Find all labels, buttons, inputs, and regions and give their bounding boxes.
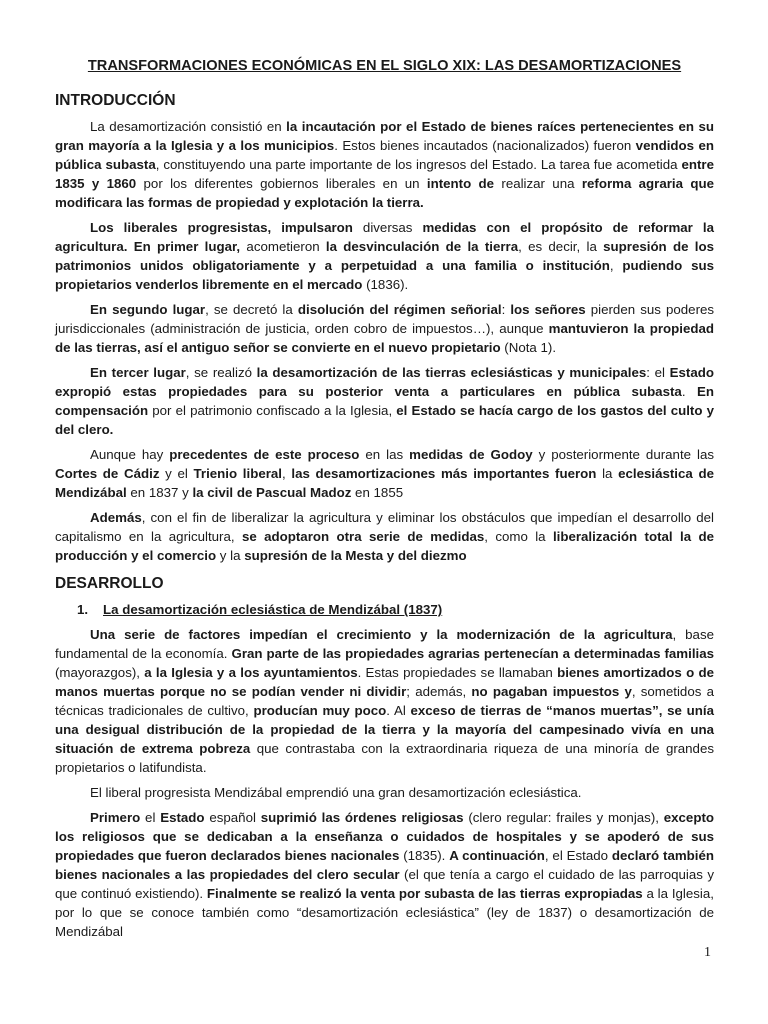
text-run: español [204,810,261,825]
paragraph [55,363,714,439]
text-run: , constituyendo una parte importante de los ingresos del Estado. La tarea fue acometida [155,157,682,172]
bold-text-run: reforma agraria que modificara las formas de propiedad y explotación la tierra. [55,176,714,210]
bold-text-run: la civil de Pascual Madoz [192,485,352,500]
text-run: por los diferentes gobiernos liberales en un [136,176,427,191]
paragraph [55,218,714,294]
bold-text-run: mantuvieron la propiedad de las tierras, así el antiguo señor se convierte en el nuevo propietario [55,321,714,355]
bold-text-run: medidas de Godoy [409,447,533,462]
text-run: la [596,466,619,481]
bold-text-run: Una serie de factores impedían el crecimiento y la modernización de la agricultura [90,627,673,642]
bold-text-run: liberalización total la de producción y el comercio [55,529,714,563]
text-run: en 1837 y [126,485,193,500]
bold-text-run: entre 1835 y 1860 [55,157,714,191]
text-run: , [609,258,623,273]
bold-text-run: A continuación [449,848,545,863]
text-run: Aunque hay [90,447,170,462]
bold-text-run: Trienio liberal [193,466,282,481]
bold-text-run: los señores [510,302,586,317]
text-run: , base fundamental de la economía. [55,627,714,661]
text-run: , con el fin de liberalizar la agricultura y eliminar los obstáculos que impedían el desarrollo del capitalismo en la agricultura, [55,510,714,544]
text-run: acometieron [240,239,326,254]
text-run: : [501,302,511,317]
text-run: El liberal progresista Mendizábal emprendió una gran desamortización eclesiástica. [90,785,582,800]
bold-text-run: eclesiástica de Mendizábal [55,466,714,500]
bold-text-run: no pagaban impuestos y [471,684,632,699]
bold-text-run: intento de [426,176,495,191]
bold-text-run: Además [90,510,142,525]
bold-text-run: a la Iglesia y a los ayuntamientos [144,665,358,680]
text-run: en 1855 [351,485,404,500]
bold-text-run: medidas con el propósito de reformar la agricultura. En primer lugar, [55,220,714,254]
paragraph [55,445,714,502]
text-run: que contrastaba con la extraordinaria riqueza de una minoría de grandes propietarios o latifundista. [55,741,714,775]
subsection-title: La desamortización eclesiástica de Mendizábal (1837) [103,602,443,617]
page-number: 1 [704,945,711,960]
text-run: (clero regular: frailes y monjas), [463,810,664,825]
text-run: y posteriormente durante las [532,447,715,462]
bold-text-run: En tercer lugar [90,365,186,380]
bold-text-run: Finalmente se realizó la venta por subasta de las tierras expropiadas [206,886,643,901]
text-run: , [281,466,292,481]
bold-text-run: se adoptaron otra serie de medidas [241,529,485,544]
bold-text-run: Primero [90,810,141,825]
text-run: : el [646,365,670,380]
text-run: , como la [484,529,553,544]
bold-text-run: bienes amortizados o de manos muertas porque no se podían vender ni dividir [55,665,714,699]
bold-text-run: pudiendo sus propietarios venderlos libremente en el mercado [55,258,714,292]
paragraph [55,117,714,212]
paragraph [55,508,714,565]
text-run: el [140,810,161,825]
bold-text-run: En compensación [55,384,715,418]
section-heading-desarrollo: DESARROLLO [55,575,164,592]
bold-text-run: supresión de los patrimonios unidos obligatoriamente y a perpetuidad a una familia o institución [55,239,714,273]
text-run: ; además, [406,684,472,699]
text-run: (1836). [362,277,409,292]
bold-text-run: Cortes de Cádiz [55,466,160,481]
introduccion-body [55,117,714,565]
paragraph [55,300,714,357]
bold-text-run: Los liberales progresistas, impulsaron [90,220,353,235]
text-run: por el patrimonio confiscado a la Iglesia, [148,403,397,418]
bold-text-run: precedentes de este proceso [169,447,360,462]
paragraph [55,808,714,941]
bold-text-run: la desamortización de las tierras eclesiásticas y municipales [256,365,647,380]
bold-text-run: excepto los religiosos que se dedicaban a la enseñanza o cuidados de hospitales y se apoderó de sus propiedades que fueron declarados bienes nacionales [55,810,715,863]
bold-text-run: supresión de la Mesta y del diezmo [244,548,467,563]
bold-text-run: las desamortizaciones más importantes fueron [291,466,597,481]
bold-text-run: declaró también bienes nacionales a las propiedades del clero secular [55,848,714,882]
bold-text-run: exceso de tierras de “manos muertas”, se unía una desigual distribución de la propiedad de la tierra y la mayoría del campesinado vivía en una situación de extrema pobreza [55,703,714,756]
text-run: a la Iglesia, por lo que se conoce también como “desamortización eclesiástica” (ley de 1837) o desamortización de Mendizábal [55,886,714,939]
text-run: realizar una [494,176,582,191]
text-run: (Nota 1). [500,340,557,355]
text-run: y el [159,466,194,481]
section-heading-introduccion: INTRODUCCIÓN [55,92,176,109]
text-run: , sometidos a técnicas tradicionales de cultivo, [55,684,714,718]
bold-text-run: Estado expropió estas propiedades para su posterior venta a particulares en pública subasta [55,365,714,399]
text-run: . Al [386,703,411,718]
text-run: diversas [352,220,423,235]
bold-text-run: la desvinculación de la tierra [325,239,519,254]
text-run: en las [359,447,410,462]
paragraph [55,783,714,802]
text-run: . Estas propiedades se llamaban [357,665,558,680]
text-run: pierden sus poderes jurisdiccionales (administración de justicia, orden cobro de impuestos…), aunque [55,302,715,336]
desarrollo-body [55,625,714,941]
bold-text-run: En segundo lugar [90,302,206,317]
bold-text-run: la incautación por el Estado de bienes raíces pertenecientes en su gran mayoría a la Iglesia y a los municipios [55,119,714,153]
bold-text-run: el Estado se hacía cargo de los gastos del culto y del clero. [55,403,714,437]
subsection-heading-mendizabal [55,600,714,619]
text-run: , es decir, la [518,239,604,254]
text-run: La desamortización consistió en [90,119,287,134]
bold-text-run: producían muy poco [253,703,387,718]
text-run: , se decretó la [205,302,298,317]
subsection-number: 1. [77,602,89,617]
bold-text-run: Gran parte de las propiedades agrarias pertenecían a determinadas familias [231,646,714,661]
bold-text-run: suprimió las órdenes religiosas [260,810,464,825]
text-run: (1835). [399,848,450,863]
bold-text-run: vendidos en pública subasta [55,138,714,172]
text-run: . [681,384,698,399]
bold-text-run: disolución del régimen señorial [297,302,502,317]
text-run: y la [216,548,245,563]
text-run: . Estos bienes incautados (nacionalizados) fueron [334,138,636,153]
text-run: , se realizó [185,365,257,380]
paragraph [55,625,714,777]
text-run: , el Estado [544,848,612,863]
bold-text-run: Estado [160,810,205,825]
text-run: (el que tenía a cargo el cuidado de las parroquias y que continuó existiendo). [55,867,714,901]
text-run: (mayorazgos), [55,665,145,680]
document-title: TRANSFORMACIONES ECONÓMICAS EN EL SIGLO XIX: LAS DESAMORTIZACIONES [87,58,682,74]
